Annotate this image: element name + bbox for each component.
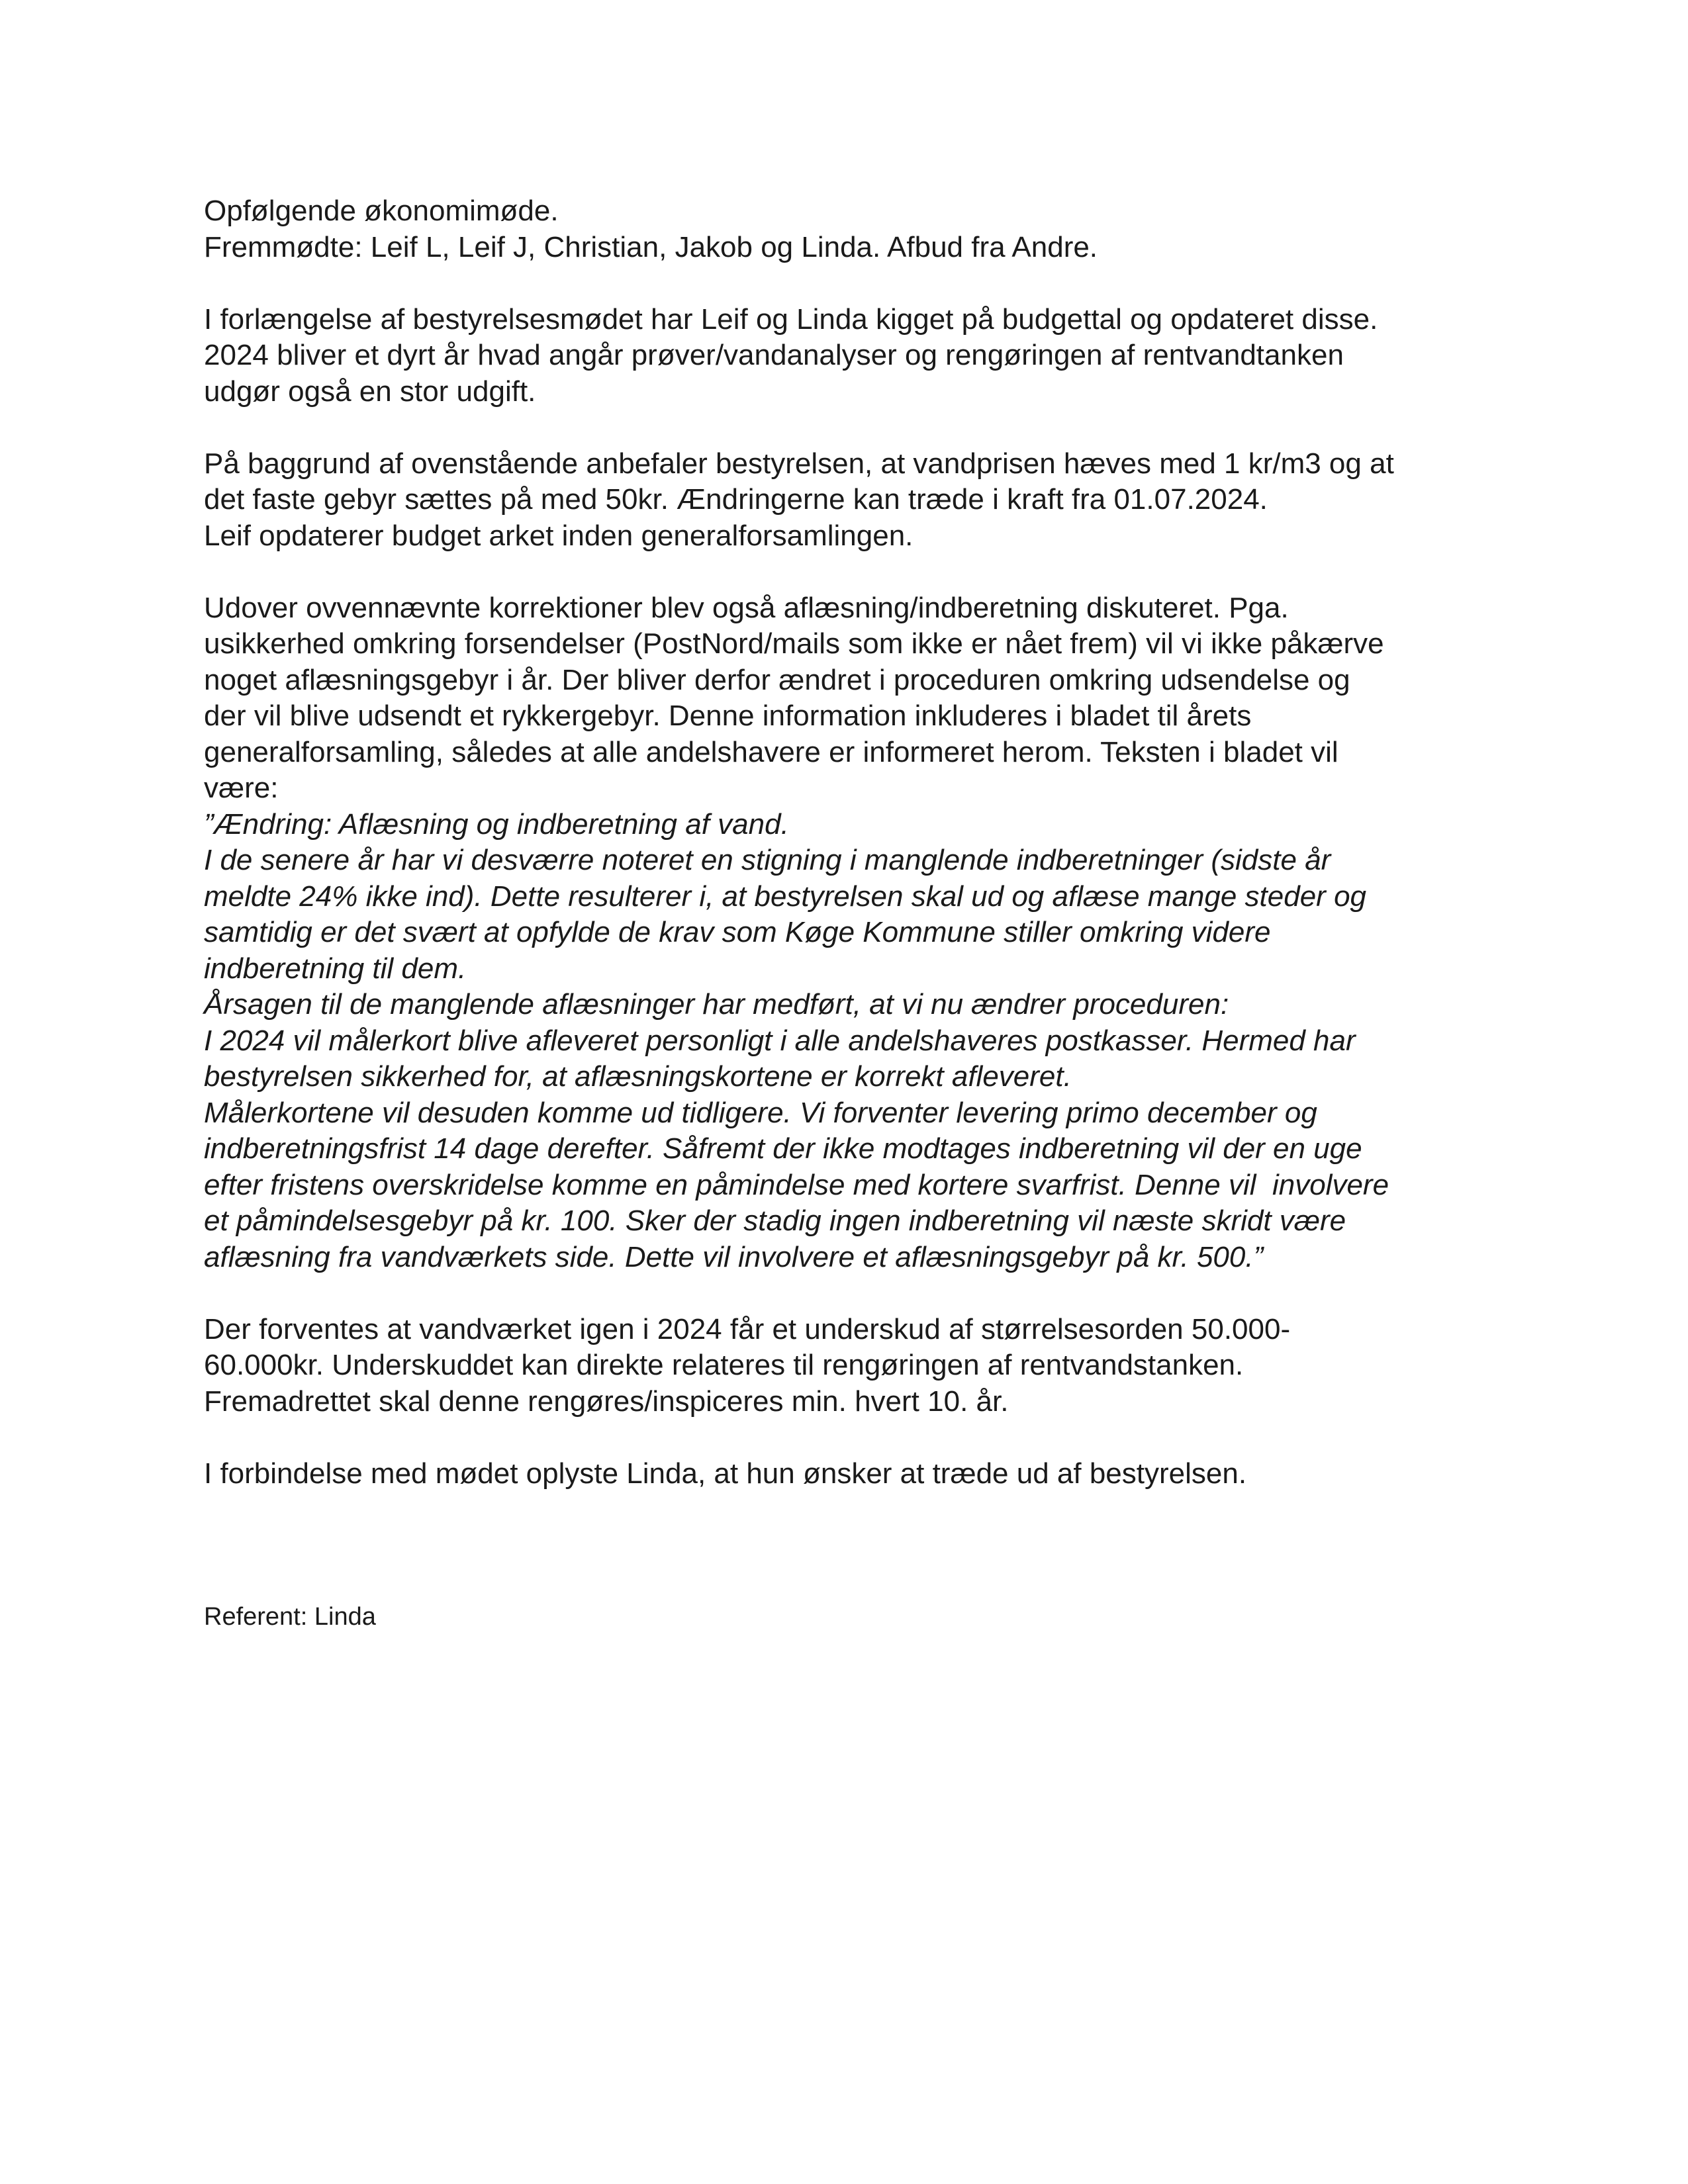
text-line: Der forventes at vandværket igen i 2024 får et underskud af størrelsesorden 50.000- bbox=[204, 1312, 1291, 1345]
quote-line: meldte 24% ikke ind). Dette resulterer i, at bestyrelsen skal ud og aflæse mange steder og bbox=[204, 880, 1367, 913]
text-line: Leif opdaterer budget arket inden generalforsamlingen. bbox=[204, 519, 914, 552]
paragraph-budget bbox=[204, 302, 1501, 410]
quote-line: I 2024 vil målerkort blive afleveret personligt i alle andelshaveres postkasser. Hermed har bbox=[204, 1024, 1356, 1057]
quote-line: ”Ændring: Aflæsning og indberetning af vand. bbox=[204, 807, 789, 841]
quote-line: efter fristens overskridelse komme en påmindelse med kortere svarfrist. Denne vil involvere bbox=[204, 1168, 1389, 1201]
paragraph-reading-procedure bbox=[204, 590, 1501, 1276]
text-line: der vil blive udsendt et rykkergebyr. Denne information inkluderes i bladet til årets bbox=[204, 700, 1252, 732]
document-body bbox=[204, 193, 1501, 1528]
quote-line: samtidig er det svært at opfylde de krav som Køge Kommune stiller omkring videre bbox=[204, 916, 1271, 948]
paragraph-deficit bbox=[204, 1312, 1501, 1420]
referent-signature: Referent: Linda bbox=[204, 1603, 376, 1631]
quote-line: Årsagen til de manglende aflæsninger har medført, at vi nu ændrer proceduren: bbox=[204, 988, 1229, 1021]
quote-line: I de senere år har vi desværre noteret en stigning i manglende indberetninger (sidste år bbox=[204, 844, 1331, 876]
newsletter-quote bbox=[204, 807, 1501, 1276]
text-line: det faste gebyr sættes på med 50kr. Ændringerne kan træde i kraft fra 01.07.2024. bbox=[204, 483, 1268, 516]
text-line: udgør også en stor udgift. bbox=[204, 375, 536, 408]
text-line: være: bbox=[204, 772, 279, 804]
paragraph-resignation bbox=[204, 1456, 1501, 1492]
quote-line: et påmindelsesgebyr på kr. 100. Sker der stadig ingen indberetning vil næste skridt være bbox=[204, 1205, 1346, 1237]
text-line: 60.000kr. Underskuddet kan direkte relateres til rengøringen af rentvandstanken. bbox=[204, 1349, 1244, 1381]
text-line: Fremadrettet skal denne rengøres/inspiceres min. hvert 10. år. bbox=[204, 1385, 1009, 1418]
paragraph-price-recommendation bbox=[204, 446, 1501, 555]
text-line: generalforsamling, således at alle andelshavere er informeret herom. Teksten i bladet vil bbox=[204, 735, 1338, 768]
text-line: I forlængelse af bestyrelsesmødet har Leif og Linda kigget på budgettal og opdateret disse. bbox=[204, 302, 1378, 336]
quote-line: indberetning til dem. bbox=[204, 952, 467, 985]
meeting-header bbox=[204, 193, 1501, 265]
text-line: I forbindelse med mødet oplyste Linda, at hun ønsker at træde ud af bestyrelsen. bbox=[204, 1457, 1247, 1490]
meeting-title: Opfølgende økonomimøde. bbox=[204, 195, 559, 227]
quote-line: aflæsning fra vandværkets side. Dette vil involvere et aflæsningsgebyr på kr. 500.” bbox=[204, 1240, 1264, 1273]
quote-line: indberetningsfrist 14 dage derefter. Såfremt der ikke modtages indberetning vil der en uge bbox=[204, 1132, 1362, 1165]
meeting-attendees: Fremmødte: Leif L, Leif J, Christian, Jakob og Linda. Afbud fra Andre. bbox=[204, 230, 1098, 263]
text-line: 2024 bliver et dyrt år hvad angår prøver/vandanalyser og rengøringen af rentvandtanken bbox=[204, 339, 1344, 371]
text-line: På baggrund af ovenstående anbefaler bestyrelsen, at vandprisen hæves med 1 kr/m3 og at bbox=[204, 447, 1394, 480]
text-line: Udover ovvennævnte korrektioner blev også aflæsning/indberetning diskuteret. Pga. bbox=[204, 591, 1289, 624]
text-line: usikkerhed omkring forsendelser (PostNord/mails som ikke er nået frem) vil vi ikke påkærve bbox=[204, 627, 1384, 660]
quote-line: Målerkortene vil desuden komme ud tidligere. Vi forventer levering primo december og bbox=[204, 1096, 1317, 1129]
text-line: noget aflæsningsgebyr i år. Der bliver derfor ændret i proceduren omkring udsendelse og bbox=[204, 663, 1350, 696]
quote-line: bestyrelsen sikkerhed for, at aflæsningskortene er korrekt afleveret. bbox=[204, 1060, 1072, 1093]
